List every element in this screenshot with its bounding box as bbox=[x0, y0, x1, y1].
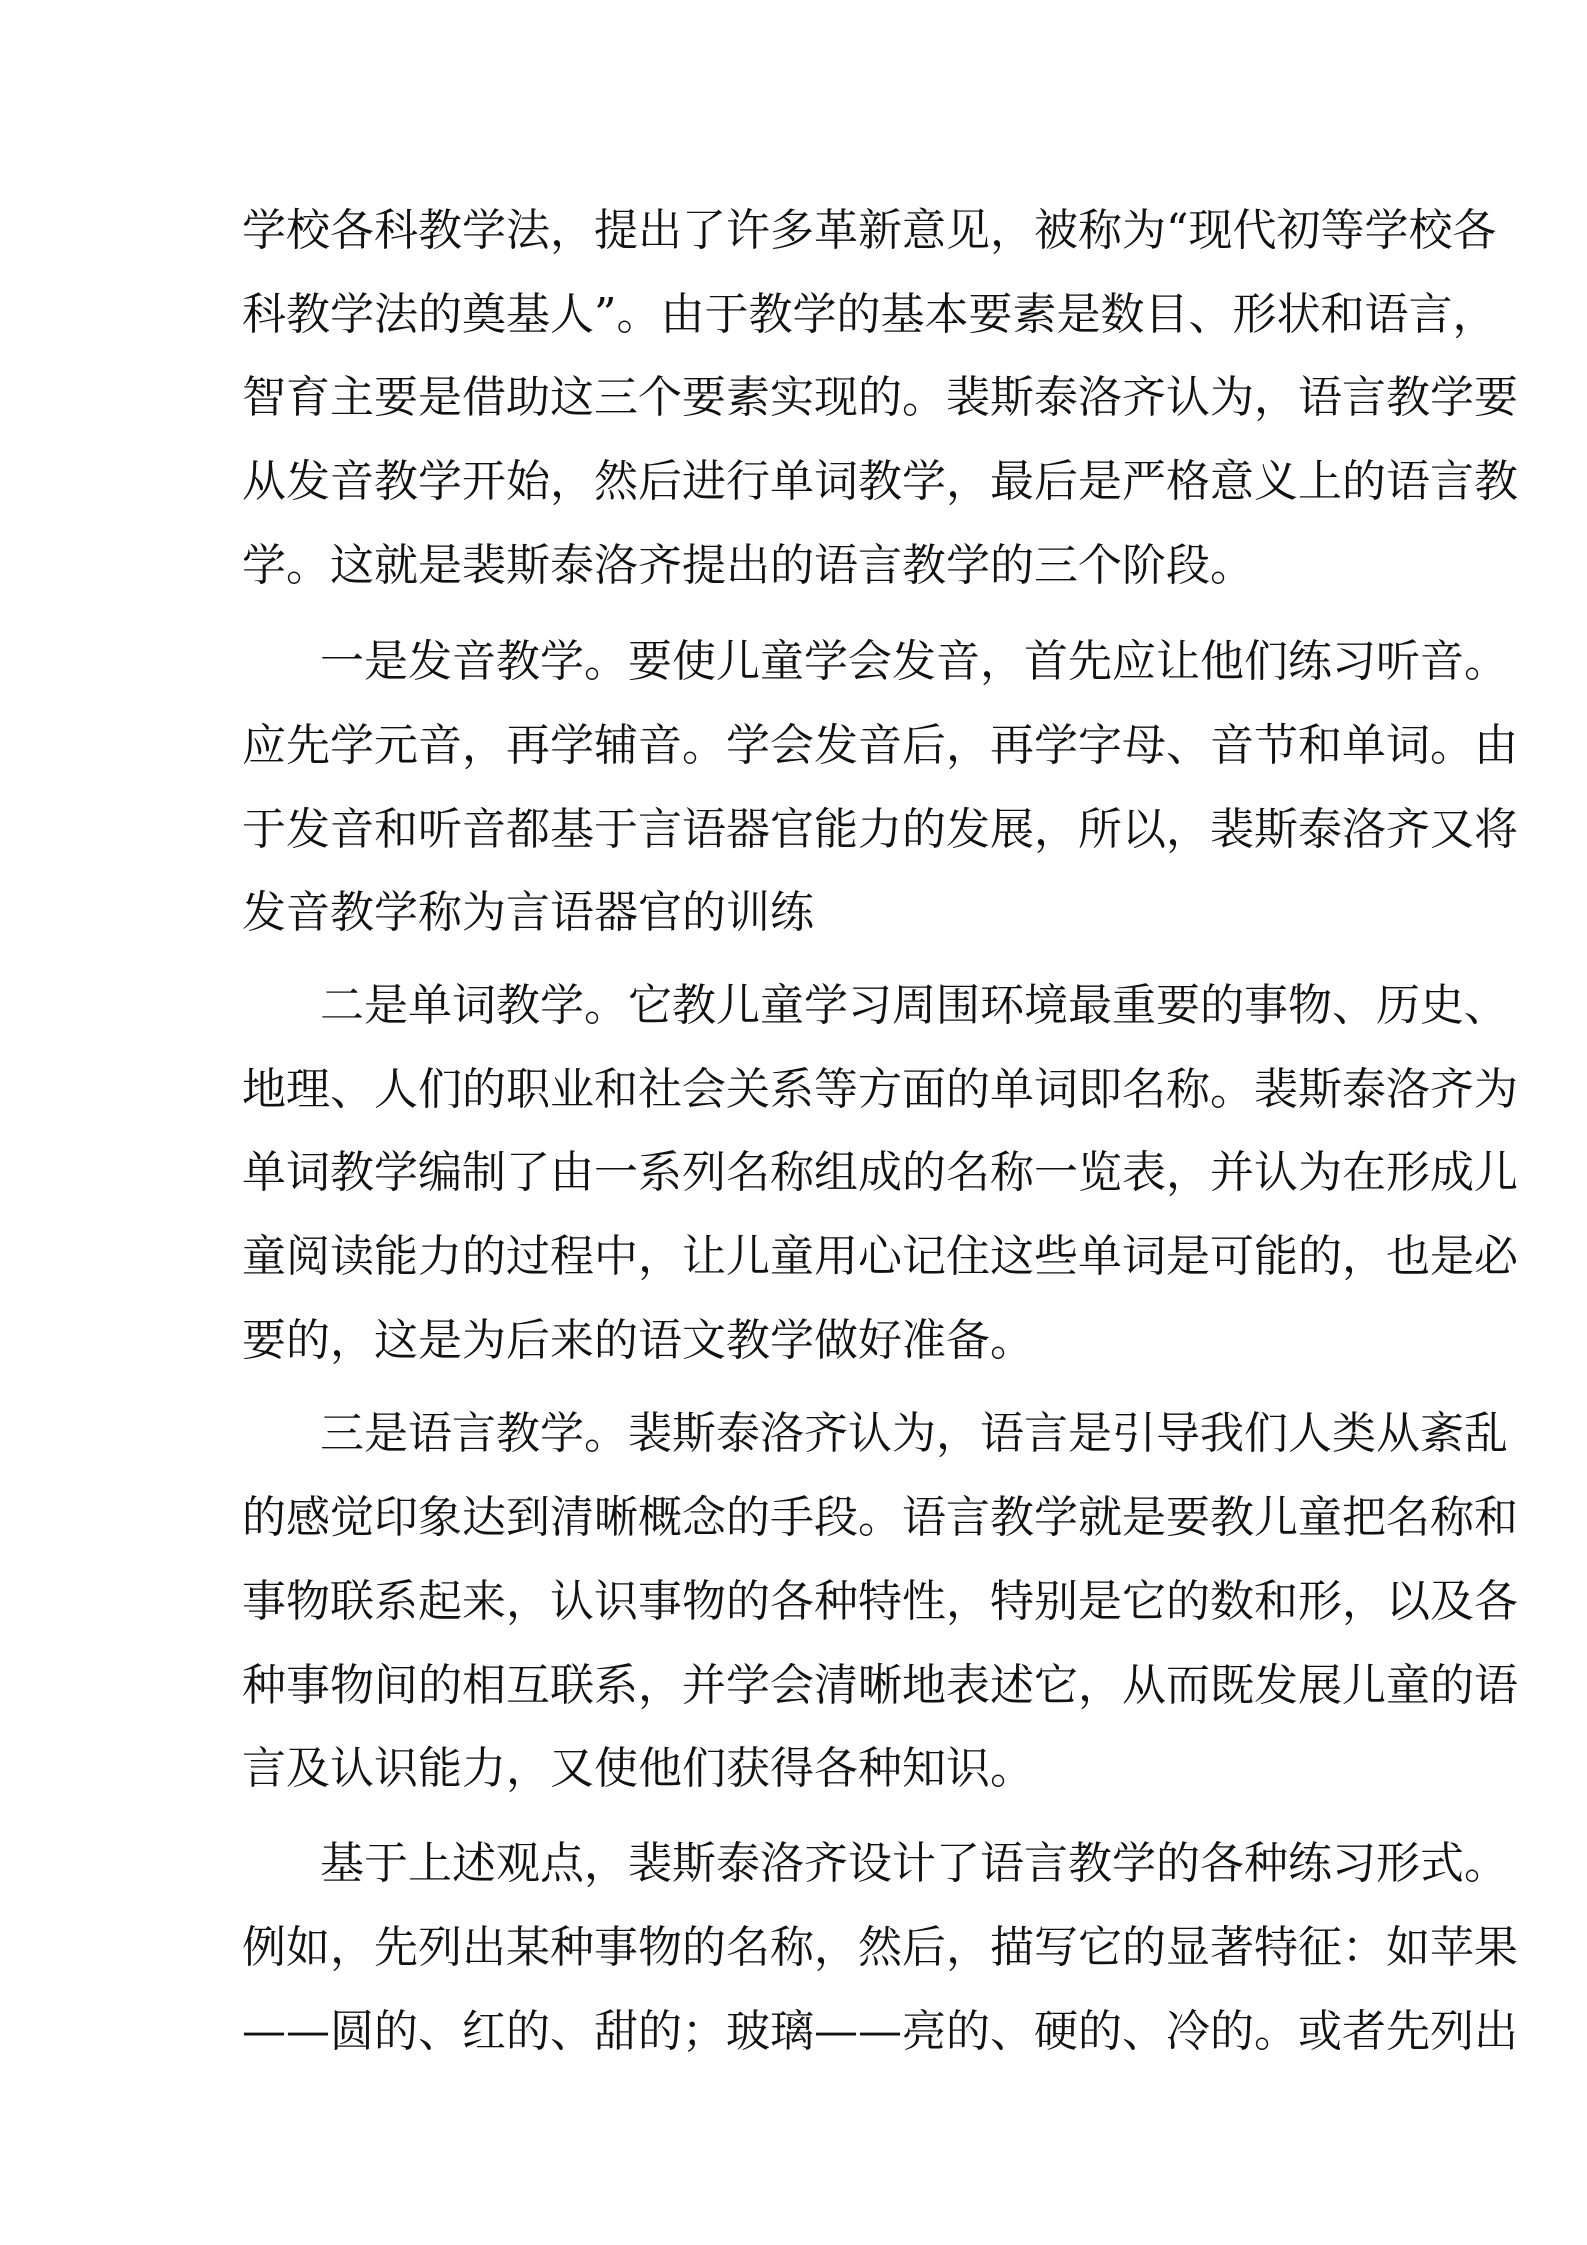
paragraph-1-line: 智育主要是借助这三个要素实现的。裴斯泰洛齐认为，语言教学要 bbox=[242, 372, 1518, 423]
paragraph-3-line: 地理、人们的职业和社会关系等方面的单词即名称。裴斯泰洛齐为 bbox=[242, 1064, 1518, 1115]
paragraph-4-line: 三是语言教学。裴斯泰洛齐认为，语言是引导我们人类从紊乱 bbox=[320, 1408, 1508, 1459]
paragraph-3-line: 童阅读能力的过程中，让儿童用心记住这些单词是可能的，也是必 bbox=[242, 1231, 1518, 1282]
paragraph-3-line: 单词教学编制了由一系列名称组成的名称一览表，并认为在形成儿 bbox=[242, 1147, 1518, 1198]
paragraph-1-line: 学校各科教学法，提出了许多革新意见，被称为“现代初等学校各 bbox=[242, 205, 1497, 256]
paragraph-1-line: 科教学法的奠基人”。由于教学的基本要素是数目、形状和语言， bbox=[242, 289, 1497, 340]
paragraph-5-line: ——圆的、红的、甜的；玻璃——亮的、硬的、冷的。或者先列出 bbox=[242, 2006, 1518, 2057]
paragraph-2-line: 一是发音教学。要使儿童学会发音，首先应让他们练习听音。 bbox=[320, 636, 1508, 687]
paragraph-2-line: 发音教学称为言语器官的训练 bbox=[242, 887, 814, 938]
paragraph-3-line: 二是单词教学。它教儿童学习周围环境最重要的事物、历史、 bbox=[320, 980, 1508, 1031]
paragraph-1-line: 学。这就是裴斯泰洛齐提出的语言教学的三个阶段。 bbox=[242, 540, 1254, 591]
paragraph-2-line: 于发音和听音都基于言语器官能力的发展，所以，裴斯泰洛齐又将 bbox=[242, 804, 1518, 855]
paragraph-4-line: 事物联系起来，认识事物的各种特性，特别是它的数和形，以及各 bbox=[242, 1576, 1518, 1627]
paragraph-2-line: 应先学元音，再学辅音。学会发音后，再学字母、音节和单词。由 bbox=[242, 720, 1518, 771]
paragraph-3-line: 要的，这是为后来的语文教学做好准备。 bbox=[242, 1315, 1034, 1366]
paragraph-1-line: 从发音教学开始，然后进行单词教学，最后是严格意义上的语言教 bbox=[242, 456, 1518, 507]
paragraph-5-line: 例如，先列出某种事物的名称，然后，描写它的显著特征：如苹果 bbox=[242, 1922, 1518, 1973]
paragraph-4-line: 的感觉印象达到清晰概念的手段。语言教学就是要教儿童把名称和 bbox=[242, 1492, 1518, 1543]
paragraph-4-line: 言及认识能力，又使他们获得各种知识。 bbox=[242, 1743, 1034, 1794]
paragraph-4-line: 种事物间的相互联系，并学会清晰地表述它，从而既发展儿童的语 bbox=[242, 1660, 1518, 1711]
paragraph-5-line: 基于上述观点，裴斯泰洛齐设计了语言教学的各种练习形式。 bbox=[320, 1838, 1508, 1889]
